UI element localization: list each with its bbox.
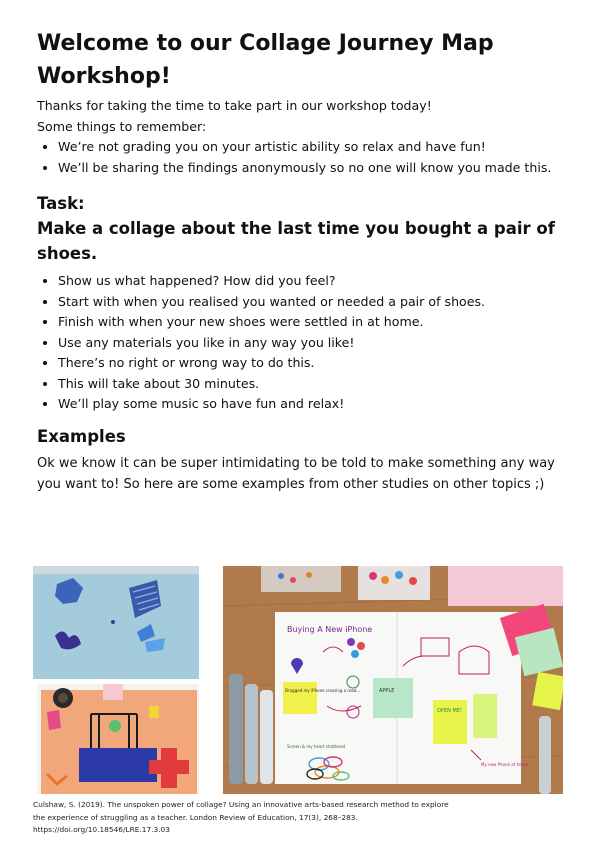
- page-title: Welcome to our Collage Journey Map Workshop!: [37, 31, 494, 89]
- task-bullet: • Use any materials you like in any way you like!: [58, 333, 567, 354]
- new-phone-note-text: My new Phone at home: [481, 762, 528, 767]
- intro-line-2: Some things to remember:: [37, 118, 207, 134]
- citation-line-1: Culshaw, S. (2019). The unspoken power of collage? Using an innovative arts-based research method to explore: [33, 800, 449, 809]
- collage-blue-image: [33, 566, 199, 679]
- board-heading: Buying A New iPhone: [287, 625, 373, 634]
- example-photos: [33, 566, 563, 794]
- intro-bullet: • We’ll be sharing the findings anonymously so no one will know you made this.: [58, 158, 567, 179]
- sticky-note-text: Dragged my iPhone crossing a road...: [285, 688, 361, 693]
- task-bullet: • This will take about 30 minutes.: [58, 374, 567, 395]
- task-bullet: • Show us what happened? How did you feel?: [58, 271, 567, 292]
- citation-caption: [33, 799, 553, 837]
- screen-note-text: Screen & my heart shattered: [287, 744, 346, 749]
- intro-line-1: Thanks for taking the time to take part in our workshop today!: [37, 98, 432, 113]
- examples-text: Ok we know it can be super intimidating to be told to make something any way you want to! So here are some examples from other studies on other topics ;): [37, 455, 555, 492]
- citation-line-2: the experience of struggling as a teacher. London Review of Education, 17(3), 268–283.: [33, 812, 358, 822]
- examples-heading: Examples: [37, 426, 126, 446]
- intro-section: [37, 96, 567, 178]
- collage-photo-orange: [37, 684, 199, 794]
- intro-bullet-list: [37, 137, 567, 178]
- apple-note-text: APPLE: [379, 688, 395, 694]
- intro-bullet: • We’re not grading you on your artistic ability so relax and have fun!: [58, 137, 567, 158]
- task-bullet: • We’ll play some music so have fun and relax!: [58, 394, 567, 415]
- task-bullet: • Start with when you realised you wanted or needed a pair of shoes.: [58, 292, 567, 313]
- task-title: Make a collage about the last time you bought a pair of shoes.: [37, 219, 555, 263]
- collage-photo-blue: [33, 566, 199, 679]
- collage-orange-image: [37, 684, 199, 794]
- journey-map-photo: [223, 566, 563, 794]
- task-heading: Task:: [37, 194, 85, 213]
- task-bullet-list: [37, 271, 567, 415]
- task-bullet: • There’s no right or wrong way to do this.: [58, 353, 567, 374]
- task-bullet: • Finish with when your new shoes were settled in at home.: [58, 312, 567, 333]
- citation-doi[interactable]: https://doi.org/10.18546/LRE.17.3.03: [33, 825, 170, 835]
- journey-map-image: [223, 566, 563, 794]
- document-page: [37, 27, 567, 495]
- open-me-note-text: OPEN ME!: [437, 708, 462, 714]
